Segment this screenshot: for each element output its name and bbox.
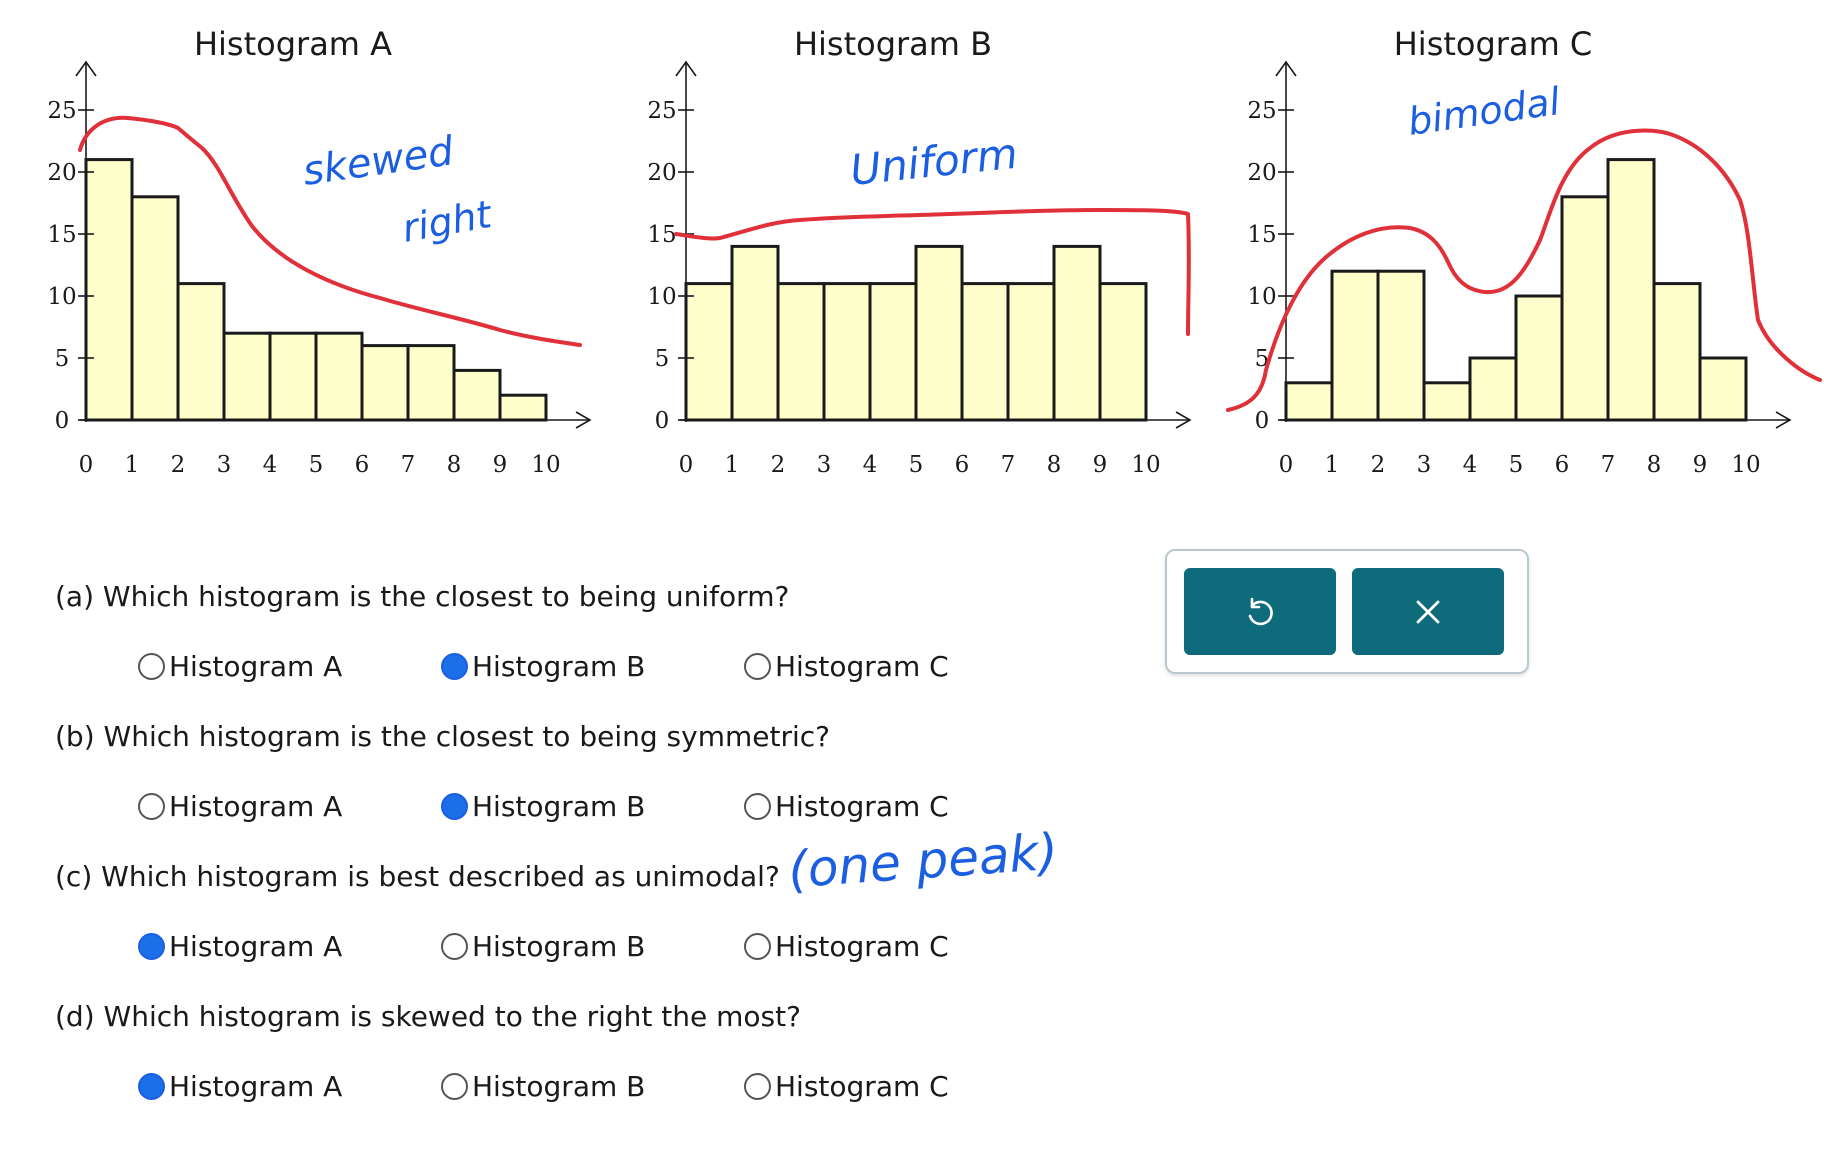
handwritten-annotation: bimodal [1405, 79, 1563, 144]
histogram-bar [1100, 284, 1146, 420]
annotation-toolbar [1165, 549, 1529, 674]
histogram-bar [1654, 284, 1700, 420]
option-a-3[interactable] [744, 650, 949, 683]
x-tick-label: 0 [1278, 452, 1294, 478]
x-tick-label: 1 [724, 452, 740, 478]
y-tick-label: 20 [47, 160, 77, 186]
x-tick-label: 8 [1046, 452, 1062, 478]
histogram-bar [178, 284, 224, 420]
x-tick-label: 7 [1600, 452, 1616, 478]
radio-button[interactable] [138, 793, 165, 820]
x-tick-label: 6 [954, 452, 970, 478]
y-tick-label: 5 [654, 346, 670, 372]
option-b-1[interactable] [138, 790, 342, 823]
x-tick-label: 9 [492, 452, 508, 478]
handwritten-annotation: right [398, 192, 495, 251]
undo-icon [1242, 594, 1278, 630]
histogram-bar [1332, 271, 1378, 420]
x-tick-label: 10 [1731, 452, 1761, 478]
option-b-2[interactable] [441, 790, 645, 823]
histogram-bar [1700, 358, 1746, 420]
x-tick-label: 10 [1131, 452, 1161, 478]
option-label: Histogram C [775, 790, 949, 823]
x-tick-label: 5 [1508, 452, 1524, 478]
option-label: Histogram C [775, 1070, 949, 1103]
y-tick-label: 15 [647, 222, 677, 248]
y-tick-label: 15 [1247, 222, 1277, 248]
close-icon [1412, 596, 1444, 628]
x-tick-label: 2 [1370, 452, 1386, 478]
histogram-bar [1516, 296, 1562, 420]
option-a-2[interactable] [441, 650, 645, 683]
option-d-1[interactable] [138, 1070, 342, 1103]
x-tick-label: 7 [400, 452, 416, 478]
histogram-bar [1608, 160, 1654, 420]
y-tick-label: 5 [1254, 346, 1270, 372]
y-tick-label: 25 [1247, 98, 1277, 124]
y-tick-label: 10 [647, 284, 677, 310]
histogram-bar [316, 333, 362, 420]
histogram-a [47, 25, 590, 478]
histogram-bar [86, 160, 132, 420]
option-c-1[interactable] [138, 930, 342, 963]
histogram-bar [824, 284, 870, 420]
histogram-bar [500, 395, 546, 420]
y-tick-label: 10 [47, 284, 77, 310]
option-label: Histogram A [169, 930, 343, 963]
option-c-3[interactable] [744, 930, 949, 963]
option-label: Histogram B [472, 650, 646, 683]
question-d-text: (d) Which histogram is skewed to the right the most? [55, 1000, 801, 1033]
radio-button[interactable] [744, 933, 771, 960]
chart-title: Histogram A [193, 25, 393, 63]
question-c-text: (c) Which histogram is best described as unimodal? [55, 860, 780, 893]
radio-button[interactable] [441, 933, 468, 960]
radio-button[interactable] [441, 793, 468, 820]
x-tick-label: 9 [1092, 452, 1108, 478]
option-c-2[interactable] [441, 930, 645, 963]
radio-button[interactable] [138, 653, 165, 680]
option-label: Histogram B [472, 790, 646, 823]
x-tick-label: 9 [1692, 452, 1708, 478]
close-button[interactable] [1352, 568, 1504, 655]
histogram-bar [1286, 383, 1332, 420]
x-tick-label: 2 [170, 452, 186, 478]
radio-button[interactable] [441, 653, 468, 680]
option-b-3[interactable] [744, 790, 949, 823]
histogram-bar [916, 246, 962, 420]
histogram-bar [270, 333, 316, 420]
histogram-bar [778, 284, 824, 420]
question-b-text: (b) Which histogram is the closest to being symmetric? [55, 720, 830, 753]
option-d-2[interactable] [441, 1070, 645, 1103]
histogram-bar [686, 284, 732, 420]
x-tick-label: 1 [1324, 452, 1340, 478]
x-tick-label: 1 [124, 452, 140, 478]
x-tick-label: 6 [354, 452, 370, 478]
histogram-bar [408, 346, 454, 420]
y-tick-label: 25 [47, 98, 77, 124]
y-tick-label: 10 [1247, 284, 1277, 310]
x-tick-label: 6 [1554, 452, 1570, 478]
handwritten-annotation: Uniform [847, 128, 1020, 195]
option-label: Histogram A [169, 1070, 343, 1103]
x-tick-label: 4 [1462, 452, 1478, 478]
histogram-bar [1424, 383, 1470, 420]
histogram-bar [132, 197, 178, 420]
y-tick-label: 0 [654, 408, 670, 434]
histogram-bar [224, 333, 270, 420]
option-label: Histogram A [169, 790, 343, 823]
y-tick-label: 0 [1254, 408, 1270, 434]
x-tick-label: 5 [908, 452, 924, 478]
radio-button[interactable] [744, 793, 771, 820]
y-tick-label: 0 [54, 408, 70, 434]
x-tick-label: 2 [770, 452, 786, 478]
undo-button[interactable] [1184, 568, 1336, 655]
radio-button[interactable] [138, 933, 165, 960]
y-tick-label: 15 [47, 222, 77, 248]
x-tick-label: 5 [308, 452, 324, 478]
histogram-bar [1562, 197, 1608, 420]
y-tick-label: 20 [647, 160, 677, 186]
y-tick-label: 25 [647, 98, 677, 124]
x-tick-label: 0 [78, 452, 94, 478]
option-label: Histogram A [169, 650, 343, 683]
histogram-bar [1378, 271, 1424, 420]
histogram-bar [870, 284, 916, 420]
option-label: Histogram C [775, 930, 949, 963]
histogram-bar [732, 246, 778, 420]
histogram-b [647, 25, 1190, 478]
x-tick-label: 7 [1000, 452, 1016, 478]
histogram-bar [454, 370, 500, 420]
x-tick-label: 4 [862, 452, 878, 478]
option-label: Histogram C [775, 650, 949, 683]
chart-title: Histogram B [793, 25, 993, 63]
question-a-text: (a) Which histogram is the closest to being uniform? [55, 580, 790, 613]
radio-button[interactable] [441, 1073, 468, 1100]
chart-title: Histogram C [1393, 25, 1593, 63]
radio-button[interactable] [744, 1073, 771, 1100]
x-tick-label: 0 [678, 452, 694, 478]
handwritten-annotation: skewed [299, 128, 457, 195]
handwritten-note: (one peak) [786, 822, 1060, 900]
x-tick-label: 10 [531, 452, 561, 478]
option-d-3[interactable] [744, 1070, 949, 1103]
option-a-1[interactable] [138, 650, 342, 683]
histogram-bar [1470, 358, 1516, 420]
x-tick-label: 3 [1416, 452, 1432, 478]
y-tick-label: 5 [54, 346, 70, 372]
x-tick-label: 8 [446, 452, 462, 478]
histogram-bar [962, 284, 1008, 420]
histogram-bar [1008, 284, 1054, 420]
histogram-bar [362, 346, 408, 420]
option-label: Histogram B [472, 930, 646, 963]
histogram-bar [1054, 246, 1100, 420]
option-label: Histogram B [472, 1070, 646, 1103]
y-tick-label: 20 [1247, 160, 1277, 186]
x-tick-label: 3 [216, 452, 232, 478]
x-tick-label: 3 [816, 452, 832, 478]
radio-button[interactable] [138, 1073, 165, 1100]
radio-button[interactable] [744, 653, 771, 680]
x-tick-label: 8 [1646, 452, 1662, 478]
x-tick-label: 4 [262, 452, 278, 478]
